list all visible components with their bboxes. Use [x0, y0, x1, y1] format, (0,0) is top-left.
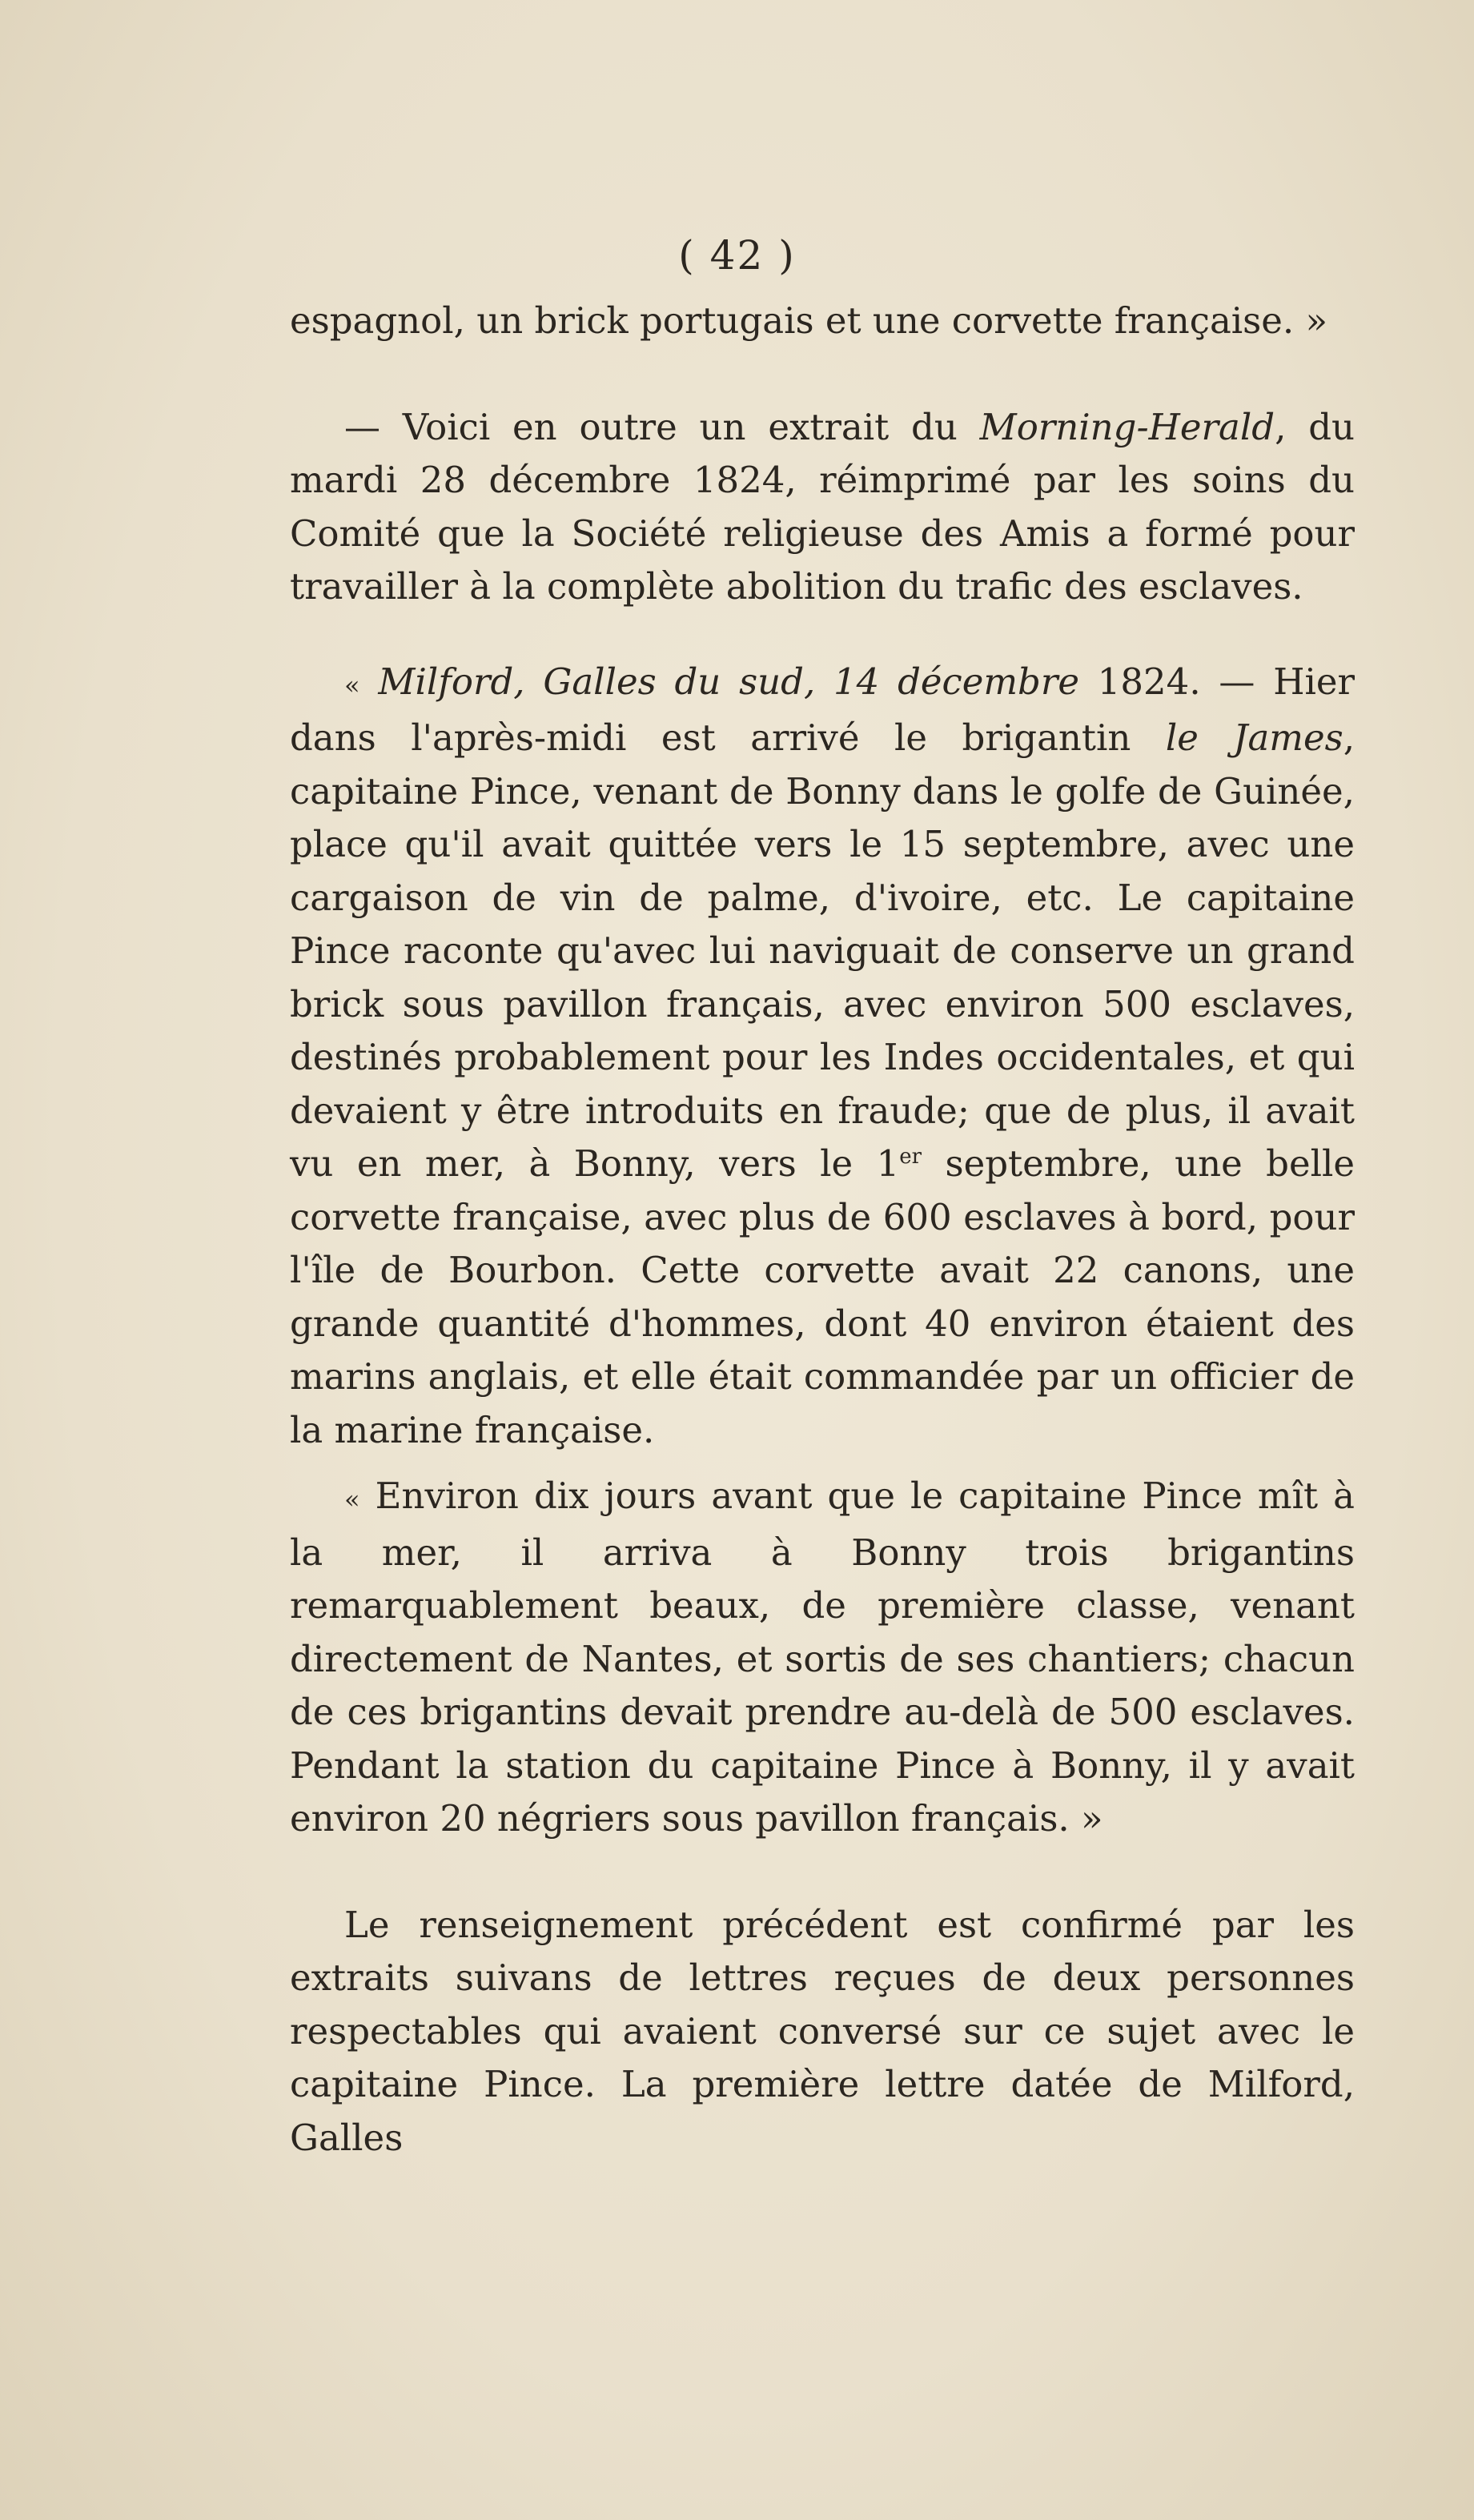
paragraph-bonny-quote	[290, 1470, 1355, 1846]
paragraph-text: Environ dix jours avant que le capitaine Pince mît à la mer, il arriva à Bonny trois brigantins remarquablement beaux, de première classe, venant directement de Nantes, et sortis de ses chantiers; chacun de ces brigantins devait prendre au-delà de 500 esclaves. Pendant la station du capitaine Pince à Bonny, il y avait environ 20 négriers sous pavillon français. »	[290, 1475, 1355, 1840]
quote-mark: «	[344, 669, 360, 700]
ship-name: le James	[1165, 716, 1343, 759]
paragraph-text: , capitaine Pince, venant de Bonny dans le golfe de Guinée, place qu'il avait quittée vers le 15 septembre, avec une cargaison de vin de palme, d'ivoire, etc. Le capitaine Pince raconte qu'avec lui naviguait de conserve un grand brick sous pavillon français, avec environ 500 esclaves, destinés probablement pour les Indes occidentales, et qui devaient y être introduits en fraude; que de plus, il avait vu en mer, à Bonny, vers le 1	[290, 716, 1355, 1185]
paragraph-text: , du mardi 28 décembre 1824, réimprimé par les soins du Comité que la Société religieuse des Amis a formé pour travailler à la complète abolition du trafic des esclaves.	[290, 405, 1355, 608]
paragraph-text: septembre, une belle corvette française, avec plus de 600 esclaves à bord, pour l'île de Bourbon. Cette corvette avait 22 canons, une grande quantité d'hommes, dont 40 environ étaient des marins anglais, et elle était commandée par un officier de la marine française.	[290, 1142, 1355, 1451]
superscript: er	[899, 1145, 922, 1169]
body-text	[290, 295, 1355, 2165]
paragraph-text: espagnol, un brick portugais et une corvette française. »	[290, 299, 1328, 342]
paragraph-continuation	[290, 295, 1355, 348]
paragraph-confirmation	[290, 1899, 1355, 2165]
newspaper-title: Morning-Herald	[979, 405, 1275, 448]
page-number: ( 42 )	[678, 232, 796, 279]
paragraph-morning-herald	[290, 401, 1355, 614]
paragraph-text: — Voici en outre un extrait du	[344, 405, 980, 448]
paragraph-text: Le renseignement précédent est confirmé par les extraits suivans de lettres reçues de deux personnes respectables qui avaient conversé sur ce sujet avec le capitaine Pince. La première lettre datée de Milford, Galles	[290, 1903, 1355, 2159]
paragraph-text: 1824. — Hier dans l'après-midi est arrivé le brigantin	[290, 660, 1355, 759]
dateline: Milford, Galles du sud, 14 décembre	[378, 660, 1079, 703]
quote-mark: «	[344, 1484, 360, 1515]
paragraph-milford-quote	[290, 656, 1355, 1458]
